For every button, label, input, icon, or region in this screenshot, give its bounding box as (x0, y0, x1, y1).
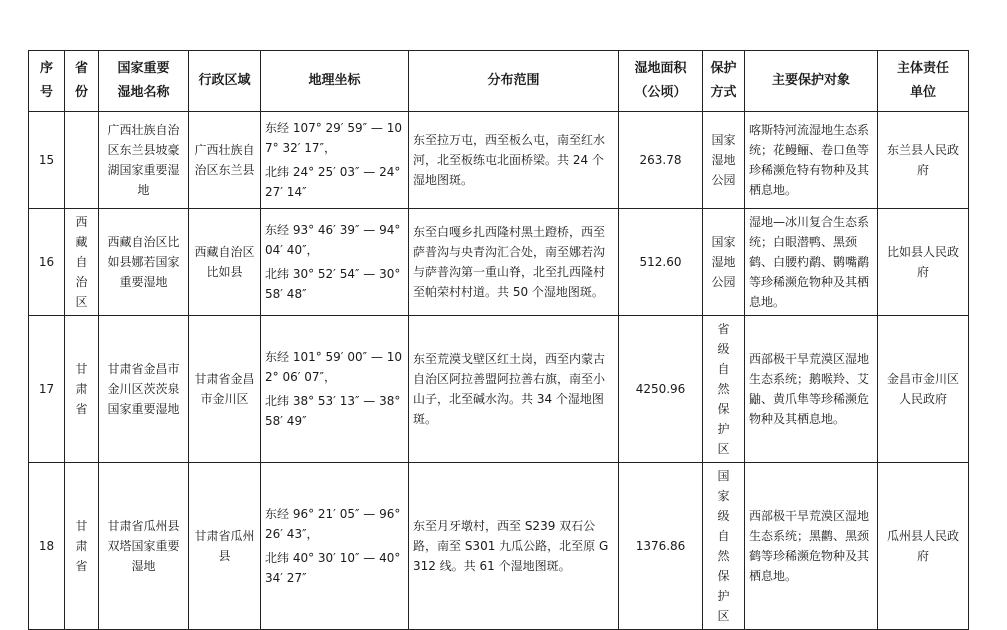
header-authority: 主体责任 单位 (878, 51, 969, 112)
range-text: 东至白嘎乡扎西隆村黑土蹬桥，西至萨普沟与央青沟汇合处，南至娜若沟与萨普沟第一重山脊，北至扎西隆村至帕荣村村道。共 50 个湿地图斑。 (413, 225, 606, 299)
cell-area: 4250.96 (619, 316, 703, 463)
header-coords: 地理坐标 (261, 51, 409, 112)
cell-targets (745, 209, 878, 316)
cell-protection (703, 209, 745, 316)
targets-text: 西部极干旱荒漠区湿地生态系统；鹅喉羚、艾鼬、黄爪隼等珍稀濒危物种及其栖息地。 (749, 352, 870, 426)
cell-region (189, 316, 261, 463)
table-row (29, 316, 969, 463)
cell-province (65, 209, 99, 316)
protection-text: 国家级自然保护区 (717, 469, 730, 623)
wetland-name: 广西壮族自治区东兰县坡豪湖国家重要湿地 (107, 123, 180, 197)
latitude-text: 北纬 38° 53′ 13″ — 38° 58′ 49″ (265, 394, 401, 428)
range-text: 东至月牙墩村，西至 S239 双石公路，南至 S301 九瓜公路，北至原 G312 线。共 61 个湿地图斑。 (413, 519, 609, 573)
cell-no: 18 (29, 463, 65, 630)
header-protection: 保护 方式 (703, 51, 745, 112)
cell-no: 15 (29, 112, 65, 209)
authority-text: 东兰县人民政府 (886, 143, 959, 177)
cell-coords (261, 463, 409, 630)
longitude-text: 东经 107° 29′ 59″ — 107° 32′ 17″， (265, 121, 402, 155)
header-no: 序 号 (29, 51, 65, 112)
cell-region (189, 209, 261, 316)
cell-protection (703, 316, 745, 463)
cell-region (189, 112, 261, 209)
table-row (29, 112, 969, 209)
cell-authority (878, 209, 969, 316)
cell-coords (261, 316, 409, 463)
cell-targets (745, 316, 878, 463)
cell-range (409, 463, 619, 630)
region-text: 西藏自治区比如县 (194, 245, 255, 279)
cell-range (409, 209, 619, 316)
cell-area: 512.60 (619, 209, 703, 316)
wetland-name: 甘肃省金昌市金川区茨茨泉国家重要湿地 (107, 362, 180, 416)
longitude-text: 东经 101° 59′ 00″ — 102° 06′ 07″， (265, 350, 402, 384)
region-text: 甘肃省金昌市金川区 (194, 372, 255, 406)
cell-area: 263.78 (619, 112, 703, 209)
header-region: 行政区域 (189, 51, 261, 112)
region-text: 甘肃省瓜州县 (194, 529, 255, 563)
table-row (29, 209, 969, 316)
cell-coords (261, 112, 409, 209)
range-text: 东至拉万屯，西至板么屯，南至红水河，北至板练屯北面桥梁。共 24 个湿地图斑。 (413, 133, 606, 187)
cell-name (99, 463, 189, 630)
cell-authority (878, 463, 969, 630)
authority-text: 金昌市金川区人民政府 (886, 372, 959, 406)
cell-range (409, 316, 619, 463)
cell-authority (878, 112, 969, 209)
protection-text: 省级自然保护区 (717, 322, 730, 456)
cell-authority (878, 316, 969, 463)
latitude-text: 北纬 40° 30′ 10″ — 40° 34′ 27″ (265, 551, 401, 585)
header-area: 湿地面积 （公顷） (619, 51, 703, 112)
table-header-row (29, 51, 969, 112)
header-targets: 主要保护对象 (745, 51, 878, 112)
cell-protection (703, 112, 745, 209)
region-text: 广西壮族自治区东兰县 (194, 143, 255, 177)
cell-province (65, 112, 99, 209)
wetland-name: 西藏自治区比如县娜若国家重要湿地 (107, 235, 180, 289)
cell-region (189, 463, 261, 630)
targets-text: 湿地—冰川复合生态系统；白眼潜鸭、黑颈鹤、白腰杓鹬、鹮嘴鹬等珍稀濒危物种及其栖息地。 (749, 215, 870, 309)
header-name: 国家重要 湿地名称 (99, 51, 189, 112)
protection-text: 国家湿地公园 (711, 235, 736, 289)
cell-name (99, 112, 189, 209)
cell-name (99, 209, 189, 316)
wetlands-table (28, 50, 969, 630)
range-text: 东至荒漠戈壁区红土岗，西至内蒙古自治区阿拉善盟阿拉善右旗，南至小山子，北至碱水沟。共 34 个湿地图斑。 (413, 352, 606, 426)
longitude-text: 东经 96° 21′ 05″ — 96° 26′ 43″， (265, 507, 401, 541)
cell-province (65, 463, 99, 630)
cell-area: 1376.86 (619, 463, 703, 630)
cell-protection (703, 463, 745, 630)
table-row (29, 463, 969, 630)
latitude-text: 北纬 24° 25′ 03″ — 24° 27′ 14″ (265, 165, 401, 199)
header-range: 分布范围 (409, 51, 619, 112)
targets-text: 喀斯特河流湿地生态系统；花鳗鲡、卷口鱼等珍稀濒危特有物种及其栖息地。 (749, 123, 870, 197)
cell-range (409, 112, 619, 209)
cell-no: 16 (29, 209, 65, 316)
targets-text: 西部极干旱荒漠区湿地生态系统；黑鹳、黑颈鹤等珍稀濒危物种及其栖息地。 (749, 509, 870, 583)
wetland-name: 甘肃省瓜州县双塔国家重要湿地 (107, 519, 180, 573)
cell-coords (261, 209, 409, 316)
province-text: 甘肃省 (75, 519, 88, 573)
province-text: 西藏自治区 (75, 215, 88, 309)
cell-province (65, 316, 99, 463)
header-province: 省 份 (65, 51, 99, 112)
cell-targets (745, 463, 878, 630)
protection-text: 国家湿地公园 (711, 133, 736, 187)
cell-no: 17 (29, 316, 65, 463)
cell-targets (745, 112, 878, 209)
province-text: 甘肃省 (75, 362, 88, 416)
authority-text: 比如县人民政府 (886, 245, 959, 279)
longitude-text: 东经 93° 46′ 39″ — 94° 04′ 40″， (265, 223, 401, 257)
latitude-text: 北纬 30° 52′ 54″ — 30° 58′ 48″ (265, 267, 401, 301)
authority-text: 瓜州县人民政府 (886, 529, 959, 563)
cell-name (99, 316, 189, 463)
